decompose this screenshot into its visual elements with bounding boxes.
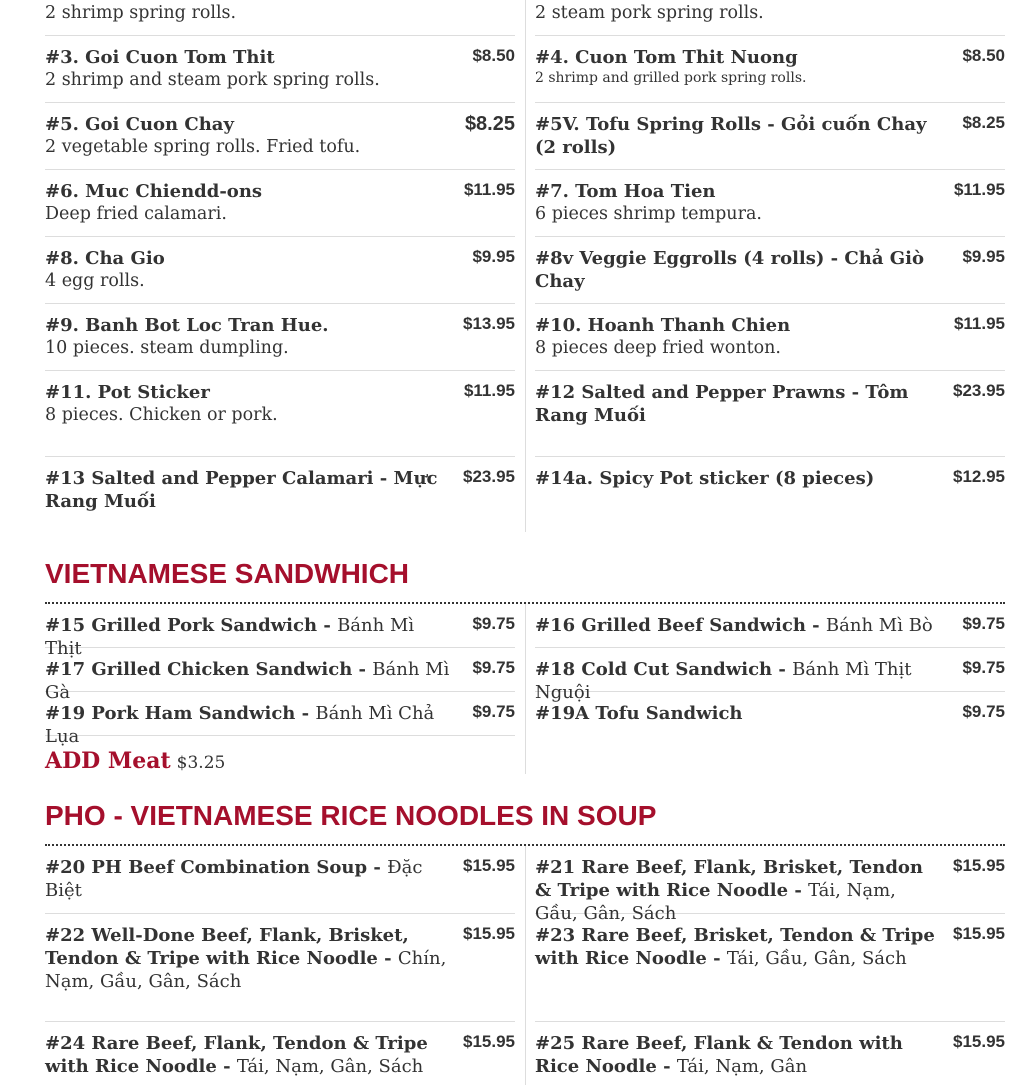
add-meat-price: $3.25: [176, 753, 226, 773]
menu-item-price: $8.50: [962, 46, 1005, 65]
menu-item-price: $9.75: [962, 614, 1005, 633]
menu-item-4[interactable]: [535, 36, 1005, 103]
menu-item-name: #3. Goi Cuon Tom Thit: [45, 47, 275, 68]
section-title-pho: PHO - VIETNAMESE RICE NOODLES IN SOUP: [45, 800, 657, 831]
menu-item-name: #25 Rare Beef, Flank & Tendon with Rice Noodle - Tái, Nạm, Gân: [535, 1033, 903, 1077]
menu-item-19[interactable]: [45, 692, 515, 747]
menu-item-name: #16 Grilled Beef Sandwich - Bánh Mì Bò: [535, 615, 933, 636]
menu-item-price: $11.95: [463, 180, 515, 199]
menu-item-name: #9. Banh Bot Loc Tran Hue.: [45, 315, 329, 336]
menu-item-price: $9.75: [962, 658, 1005, 677]
menu-item-desc: 2 steam pork spring rolls.: [535, 3, 764, 23]
menu-item-desc: 2 vegetable spring rolls. Fried tofu.: [45, 137, 361, 157]
menu-item-price: $11.95: [953, 314, 1005, 333]
menu-item-11[interactable]: [45, 371, 515, 457]
add-meat-label: ADD Meat: [45, 748, 171, 774]
menu-item-21[interactable]: [535, 846, 1005, 924]
menu-item-name: #8. Cha Gio: [45, 248, 165, 269]
menu-item-name: #13 Salted and Pepper Calamari - Mực Rang Muối: [45, 468, 438, 512]
menu-item-name: #15 Grilled Pork Sandwich - Bánh Mì Thịt: [45, 615, 415, 659]
menu-item-desc: 2 shrimp spring rolls.: [45, 3, 237, 23]
menu-item-name: #11. Pot Sticker: [45, 382, 210, 403]
menu-item-9[interactable]: [45, 304, 515, 371]
menu-item-price: $15.95: [463, 856, 515, 875]
menu-item-price: $15.95: [463, 924, 515, 943]
menu-item-price: $15.95: [953, 924, 1005, 943]
menu-item-price: $8.25: [962, 113, 1005, 132]
menu-item-name: #17 Grilled Chicken Sandwich - Bánh Mì Gà: [45, 659, 450, 703]
menu-item-desc: 10 pieces. steam dumpling.: [45, 338, 289, 358]
menu-item-15[interactable]: [45, 604, 515, 659]
menu-item-desc: 2 shrimp and grilled pork spring rolls.: [535, 70, 807, 86]
menu-item-name: #18 Cold Cut Sandwich - Bánh Mì Thịt Nguội: [535, 659, 912, 703]
menu-item-price: $9.75: [472, 658, 515, 677]
menu-item-price: $23.95: [953, 381, 1005, 400]
menu-item-24[interactable]: [45, 1022, 515, 1085]
menu-item-price: $11.95: [953, 180, 1005, 199]
menu-item-price: $23.95: [463, 467, 515, 486]
menu-item-price: $11.95: [463, 381, 515, 400]
menu-item-price: $13.95: [463, 314, 515, 333]
menu-item-price: $9.75: [472, 702, 515, 721]
menu-item-desc: 2 shrimp and steam pork spring rolls.: [45, 70, 380, 90]
menu-item-desc: 8 pieces deep fried wonton.: [535, 338, 781, 358]
menu-item-8v[interactable]: [535, 237, 1005, 304]
menu-item-16[interactable]: [535, 604, 1005, 648]
menu-item-name: #19A Tofu Sandwich: [535, 703, 743, 724]
menu-item-1[interactable]: [45, 0, 515, 36]
menu-item-name: #7. Tom Hoa Tien: [535, 181, 716, 202]
menu-item-price: $15.95: [953, 1032, 1005, 1051]
menu-item-10[interactable]: [535, 304, 1005, 371]
menu-item-17[interactable]: [45, 648, 515, 703]
menu-item-name: #21 Rare Beef, Flank, Brisket, Tendon & Tripe with Rice Noodle - Tái, Nạm, Gầu, Gân, Sách: [535, 857, 923, 924]
menu-item-name: #10. Hoanh Thanh Chien: [535, 315, 791, 336]
menu-item-price: $9.75: [472, 614, 515, 633]
menu-item-23[interactable]: [535, 914, 1005, 1022]
menu-item-20[interactable]: [45, 846, 515, 914]
menu-item-price: $9.75: [962, 702, 1005, 721]
menu-item-price: $8.25: [464, 113, 515, 135]
pho-menu-grid: [45, 846, 1005, 1085]
menu-item-14a[interactable]: [535, 457, 1005, 532]
menu-item-8[interactable]: [45, 237, 515, 304]
menu-item-price: $15.95: [463, 1032, 515, 1051]
menu-item-name: #12 Salted and Pepper Prawns - Tôm Rang Muối: [535, 382, 909, 426]
menu-item-name: #23 Rare Beef, Brisket, Tendon & Tripe with Rice Noodle - Tái, Gầu, Gân, Sách: [535, 925, 935, 969]
menu-item-13[interactable]: [45, 457, 515, 532]
menu-item-19a[interactable]: [535, 692, 1005, 736]
section-title-sandwich: VIETNAMESE SANDWHICH: [45, 558, 410, 589]
menu-item-5v[interactable]: [535, 103, 1005, 170]
menu-item-price: $9.95: [962, 247, 1005, 266]
menu-item-desc: 6 pieces shrimp tempura.: [535, 204, 762, 224]
menu-item-desc: 8 pieces. Chicken or pork.: [45, 405, 278, 425]
menu-item-25[interactable]: [535, 1022, 1005, 1085]
menu-item-name: #14a. Spicy Pot sticker (8 pieces): [535, 468, 875, 489]
menu-item-desc: 4 egg rolls.: [45, 271, 145, 291]
menu-item-3[interactable]: [45, 36, 515, 103]
menu-item-name: #5V. Tofu Spring Rolls - Gỏi cuốn Chay (2 rolls): [535, 114, 927, 158]
menu-item-name: #5. Goi Cuon Chay: [45, 114, 234, 135]
menu-item-name: #4. Cuon Tom Thit Nuong: [535, 47, 798, 68]
menu-item-name: #6. Muc Chiendd-ons: [45, 181, 263, 202]
menu-item-22[interactable]: [45, 914, 515, 1022]
menu-item-18[interactable]: [535, 648, 1005, 703]
menu-item-name: #22 Well-Done Beef, Flank, Brisket, Tendon & Tripe with Rice Noodle - Chín, Nạm, Gầu, Gân, Sách: [45, 925, 447, 992]
appetizer-menu-grid: [45, 0, 1005, 532]
menu-item-price: $15.95: [953, 856, 1005, 875]
menu-item-6[interactable]: [45, 170, 515, 237]
sandwich-menu-grid: [45, 604, 1005, 774]
menu-item-price: $9.95: [472, 247, 515, 266]
menu-item-name: #19 Pork Ham Sandwich - Bánh Mì Chả Lụa: [45, 703, 435, 747]
menu-item-name: #24 Rare Beef, Flank, Tendon & Tripe with Rice Noodle - Tái, Nạm, Gân, Sách: [45, 1033, 428, 1077]
menu-item-7[interactable]: [535, 170, 1005, 237]
menu-item-name: #20 PH Beef Combination Soup - Đặc Biệt: [45, 857, 423, 901]
menu-item-2[interactable]: [535, 0, 1005, 36]
empty-cell: [535, 736, 1005, 774]
menu-item-12[interactable]: [535, 371, 1005, 457]
menu-item-price: $12.95: [953, 467, 1005, 486]
menu-item-5[interactable]: [45, 103, 515, 170]
menu-item-desc: Deep fried calamari.: [45, 204, 227, 224]
menu-item-name: #8v Veggie Eggrolls (4 rolls) - Chả Giò Chay: [535, 248, 924, 292]
menu-item-price: $8.50: [472, 46, 515, 65]
